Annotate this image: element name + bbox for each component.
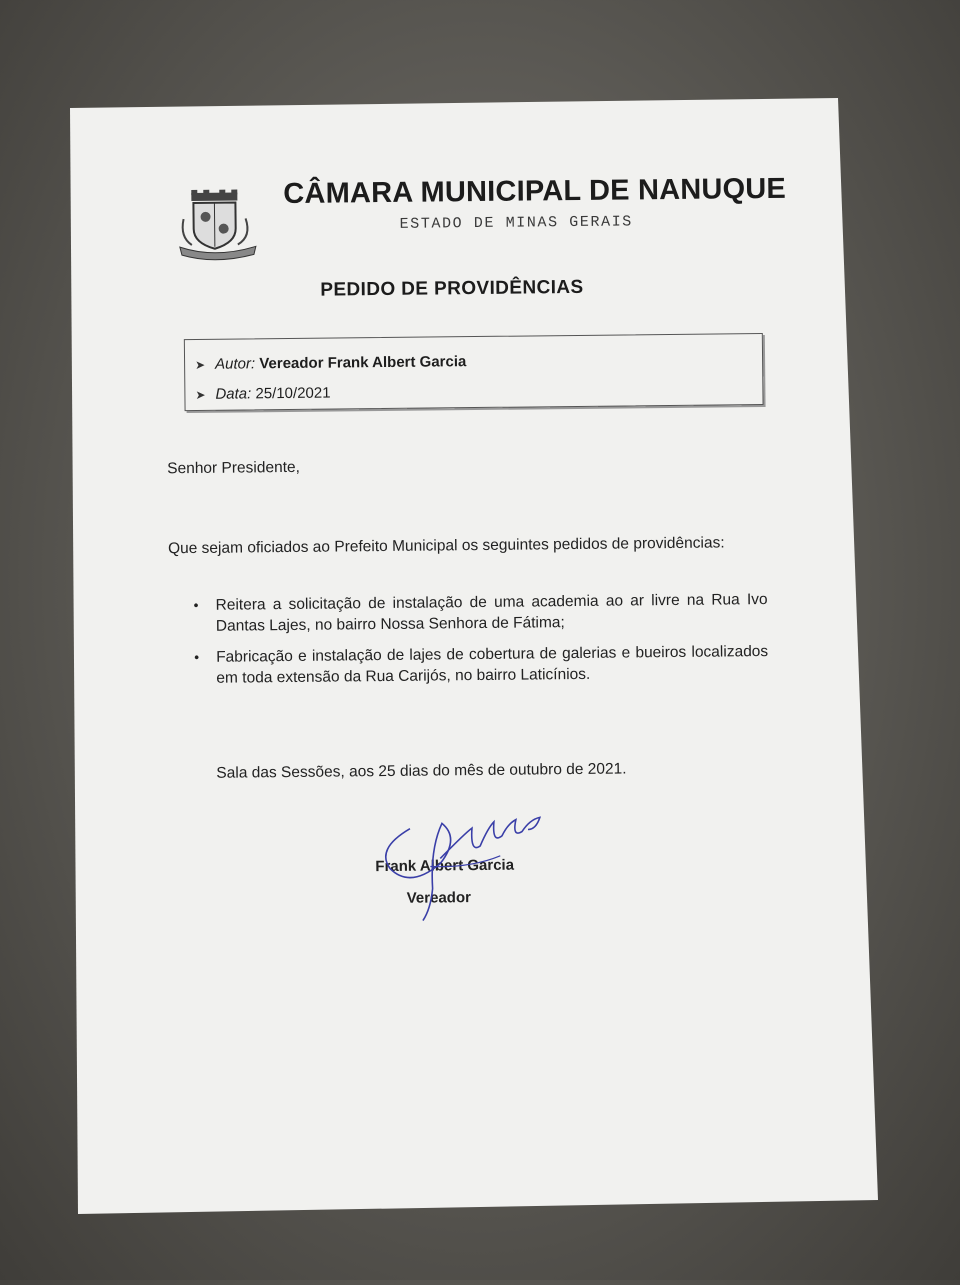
- intro-paragraph: Que sejam oficiados ao Prefeito Municipal os seguintes pedidos de providências:: [168, 534, 725, 558]
- document-type-heading: PEDIDO DE PROVIDÊNCIAS: [320, 277, 583, 302]
- list-item: [192, 641, 768, 689]
- request-text: Fabricação e instalação de lajes de cobertura de galerias e bueiros localizados em toda extensão da Rua Carijós, no bairro Laticínios.: [216, 643, 768, 687]
- author-info-box: [184, 333, 764, 411]
- handwritten-signature: [370, 807, 551, 929]
- signer-name: Frank Albert Garcia: [375, 857, 514, 875]
- author-label: Autor:: [215, 355, 255, 372]
- author-value: Vereador Frank Albert Garcia: [259, 353, 466, 372]
- signer-role: Vereador: [407, 889, 471, 907]
- greeting: Senhor Presidente,: [167, 459, 300, 478]
- date-label: Data:: [215, 385, 251, 402]
- bullet-icon: •: [194, 647, 199, 668]
- arrow-bullet-icon: ➤: [195, 388, 215, 402]
- author-row: [195, 353, 466, 373]
- coat-of-arms-icon: [177, 188, 258, 261]
- list-item: [192, 589, 768, 637]
- requests-list: [192, 589, 769, 699]
- date-value: 25/10/2021: [255, 385, 330, 403]
- bullet-icon: •: [194, 595, 199, 616]
- institution-title: CÂMARA MUNICIPAL DE NANUQUE: [283, 173, 753, 211]
- closing-line: Sala das Sessões, aos 25 dias do mês de outubro de 2021.: [216, 760, 626, 782]
- arrow-bullet-icon: ➤: [195, 358, 215, 372]
- date-row: [195, 385, 330, 403]
- state-subtitle: ESTADO DE MINAS GERAIS: [400, 213, 633, 232]
- request-text: Reitera a solicitação de instalação de uma academia ao ar livre na Rua Ivo Dantas Lajes, no bairro Nossa Senhora de Fátima;: [216, 591, 768, 635]
